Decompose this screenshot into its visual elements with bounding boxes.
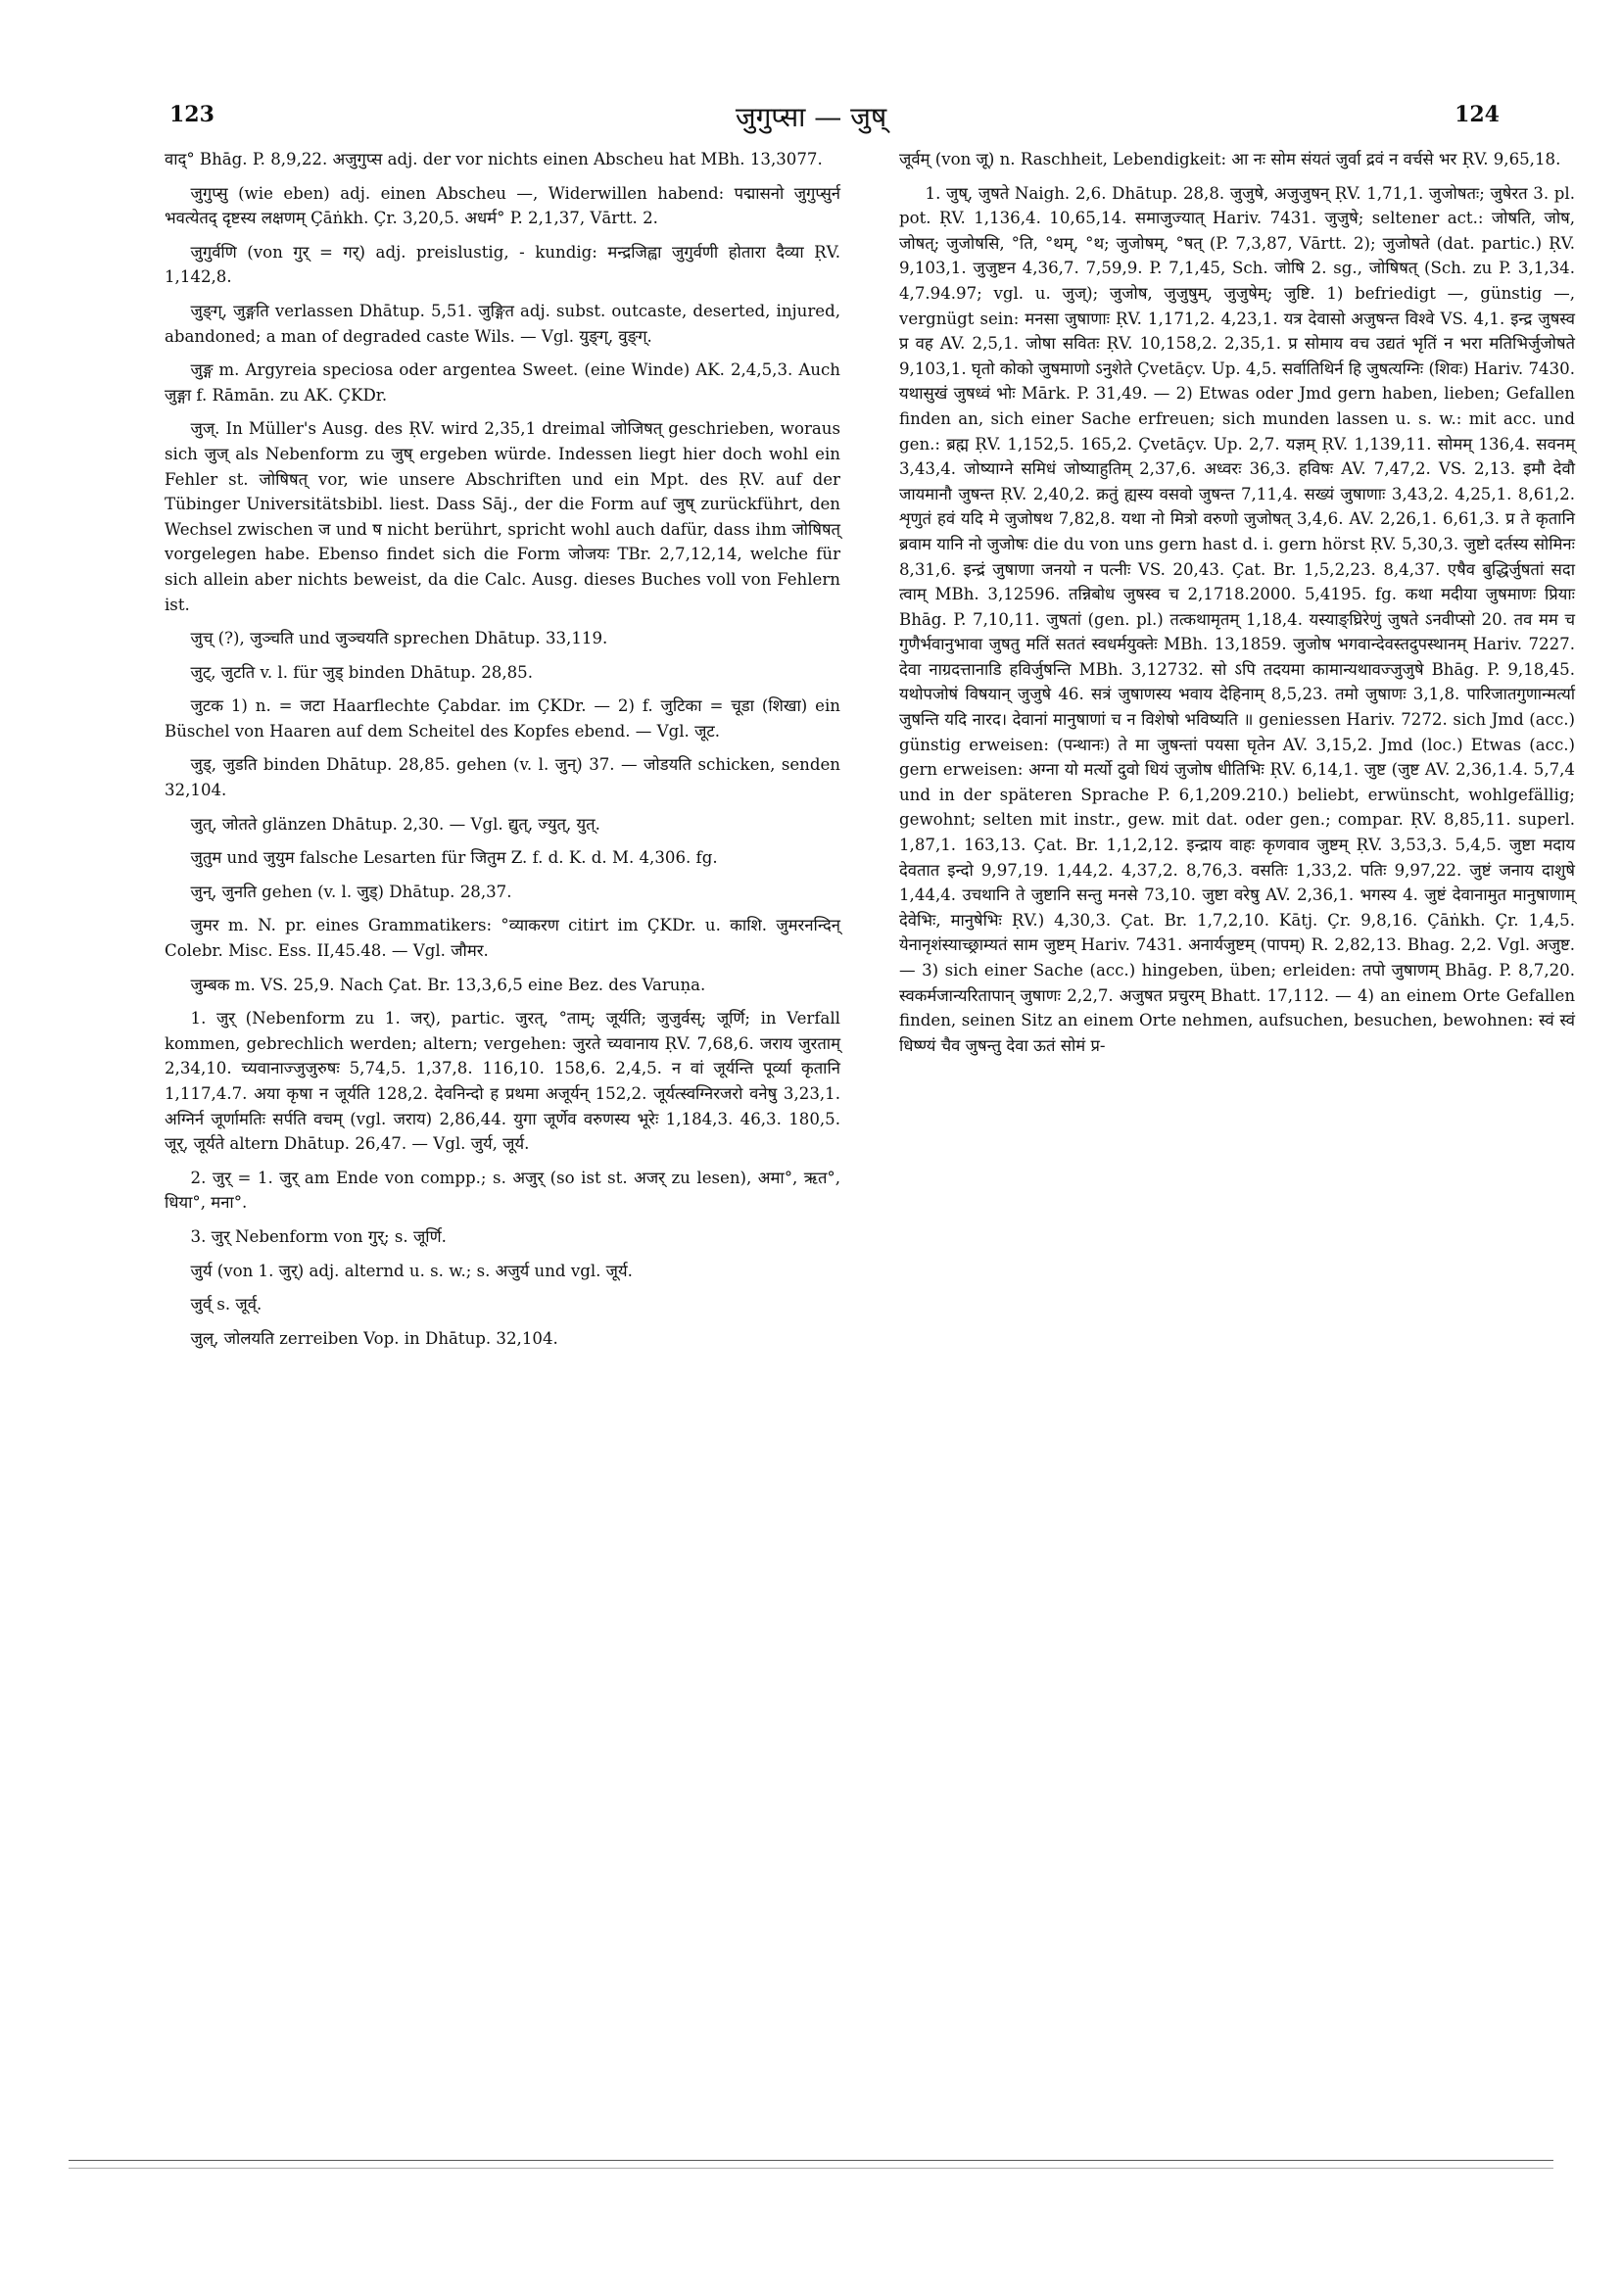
dictionary-entry: जुल्, जोलयति zerreiben Vop. in Dhātup. 32,104. xyxy=(190,1328,558,1348)
dictionary-entry: जुत्, जोतते glänzen Dhātup. 2,30. — Vgl. द्युत्, ज्युत्, युत्. xyxy=(190,814,600,834)
dictionary-entry: जुच् (?), जुञ्चति und जुञ्चयति sprechen Dhātup. 33,119. xyxy=(190,629,608,648)
dictionary-entry: जुज्. In Müller's Ausg. des ṚV. wird 2,35,1 dreimal जोजिषत् geschrieben, woraus sich जुज् als Nebenform zu जुष् ergeben würde. Indessen liegt hier doch wohl ein Fehler st. जोषिषत् vor, wie unsere Abschriften und ein Mpt. des ṚV. auf der Tübinger Universitätsbibl. liest. Dass Sāj., der die Form auf जुष् zurückführt, den Wechsel zwischen ज und ष nicht berührt, spricht wohl auch dafür, dass ihm जोषिषत् vorgelegen habe. Ebenso findet sich die Form जोजयः TBr. 2,7,12,14, welche für sich allein aber nichts beweist, da die Calc. Ausg. dieses Buches voll von Fehlern ist. xyxy=(165,419,840,614)
dictionary-entry: जुटक 1) n. = जटा Haarflechte Çabdar. im ÇKDr. — 2) f. जुटिका = चूडा (शिखा) ein Büschel von Haaren auf dem Scheitel des Kopfes ebend. — Vgl. जूट. xyxy=(165,696,840,741)
dictionary-entry: 2. जुर् = 1. जुर् am Ende von compp.; s. अजुर् (so ist st. अजर् zu lesen), अमा°, ऋत°, धिया°, मना°. xyxy=(165,1168,840,1213)
running-head: जुगुप्सा — जुष् xyxy=(735,101,887,133)
dictionary-entry: जुट्, जुटति v. l. für जुड् binden Dhātup. 28,85. xyxy=(190,662,534,682)
left-column xyxy=(165,147,840,1360)
dictionary-entry: जुड्, जुडति binden Dhātup. 28,85. gehen (v. l. जुन्) 37. — जोडयति schicken, senden 32,104. xyxy=(165,755,840,800)
dictionary-entry: वाद्° Bhāg. P. 8,9,22. अजुगुप्स adj. der vor nichts einen Abscheu hat MBh. 13,3077. xyxy=(165,150,823,168)
right-column xyxy=(899,147,1575,1067)
dictionary-entry: 3. जुर् Nebenform von गुर्; s. जूर्णि. xyxy=(190,1226,447,1246)
page-number-right: 124 xyxy=(1455,102,1500,127)
dictionary-entry: 1. जुष्, जुषते Naigh. 2,6. Dhātup. 28,8. जुजुषे, अजुजुषन् ṚV. 1,71,1. जुजोषतः; जुषेरत 3. pl. pot. ṚV. 1,136,4. 10,65,14. समाजुज्यात् Hariv. 7431. जुजुषे; seltener act.: जोषति, जोष, जोषत्; जुजोषसि, °ति, °थम्, °थ; जुजोषम्, °षत् (P. 7,3,87, Vārtt. 2); जुजोषते (dat. partic.) ṚV. 9,103,1. जुजुष्टन 4,36,7. 7,59,9. P. 7,1,45, Sch. जोषि 2. sg., जोषिषत् (Sch. zu P. 3,1,34. 4,7.94.97; vgl. u. जुज्); जुजोष, जुजुषुम्, जुजुषेम्; जुष्टि. 1) befriedigt —, günstig —, vergnügt sein: मनसा जुषाणाः ṚV. 1,171,2. 4,23,1. यत्र देवासो अजुषन्त विश्वे VS. 4,1. इन्द्र जुषस्व प्र वह AV. 2,5,1. जोषा सवितः ṚV. 10,158,2. 2,35,1. प्र सोमाय वच उद्यतं भृतिं न भरा मतिभिर्जुजोषते 9,103,1. घृतो कोको जुषमाणो ऽनुशेते Çvetāçv. Up. 4,5. सर्वातिथिर्न हि जुषत्यग्निः (शिवः) Hariv. 7430. यथासुखं जुषध्वं भोः Mārk. P. 31,49. — 2) Etwas oder Jmd gern haben, lieben; Gefallen finden an, sich einer Sache erfreuen; sich munden lassen u. s. w.: mit acc. und gen.: ब्रह्म ṚV. 1,152,5. 165,2. Çvetāçv. Up. 2,7. यज्ञम् ṚV. 1,139,11. सोमम् 136,4. सवनम् 3,43,4. जोष्याग्ने समिधं जोष्याहुतिम् 2,37,6. अध्वरः 36,3. हविषः AV. 7,47,2. VS. 2,13. इमौ देवौ जायमानौ जुषन्त ṚV. 2,40,2. क्रतुं ह्यस्य वसवो जुषन्त 7,11,4. सख्यं जुषाणाः 3,43,2. 4,25,1. 8,61,2. शृणुतं हवं यदि मे जुजोषथ 7,82,8. यथा नो मित्रो वरुणो जुजोषत् 3,4,6. AV. 2,26,1. 6,61,3. प्र ते कृतानि ब्रवाम यानि नो जुजोषः die du von uns gern hast d. i. gern hörst ṚV. 5,30,3. जुष्टो दर्तस्य सोमिनः 8,31,6. इन्द्रं जुषाणा जनयो न पत्नीः VS. 20,43. Çat. Br. 1,5,2,23. 8,4,37. एषैव बुद्धिर्जुषतां सदा त्वाम् MBh. 3,12596. तन्निबोध जुषस्व च 2,1718.2000. 5,4195. fg. कथा मदीया जुषमाणः प्रियाः Bhāg. P. 7,10,11. जुषतां (gen. pl.) तत्कथामृतम् 1,18,4. यस्याङ्घ्रिरेणुं जुषते ऽनवीप्सो 20. तव मम च गुणैर्भवानुभावा जुषतु मतिं सततं स्वधर्मयुक्तेः MBh. 13,1859. जुजोष भगवान्देवस्तदुपस्थानम् Hariv. 7227. देवा नाग्रदत्तानाडि हविर्जुषन्ति MBh. 3,12732. सो ऽपि तदयमा कामान्यथावज्जुजुषे Bhāg. P. 9,18,45. यथोपजोषं विषयान् जुजुषे 46. सत्रं जुषाणस्य भवाय देहिनाम् 8,5,23. तमो जुषाणः 3,1,8. पारिजातगुणान्मर्त्या जुषन्ति यदि नारद। देवानां मानुषाणां च न विशेषो भविष्यति ॥ geniessen Hariv. 7272. sich Jmd (acc.) günstig erweisen: (पन्थानः) ते मा जुषन्तां पयसा घृतेन AV. 3,15,2. Jmd (loc.) Etwas (acc.) gern erweisen: अग्ना यो मर्त्यो दुवो धियं जुजोष धीतिभिः ṚV. 6,14,1. जुष्ट (जुष्ट AV. 2,36,1.4. 5,7,4 und in der späteren Sprache P. 6,1,209.210.) beliebt, erwünscht, wohlgefällig; gewohnt; selten mit instr., gew. mit dat. oder gen.; compar. ṚV. 8,85,11. superl. 1,87,1. 163,13. Çat. Br. 1,1,2,12. इन्द्राय वाहः कृणवाव जुष्टम् ṚV. 3,53,3. 5,4,5. जुष्टा मदाय देवतात इन्दो 9,97,19. 1,44,2. 4,37,2. 8,76,3. वसतिः 1,33,2. पतिः 9,97,22. जुष्टं जनाय दाशुषे 1,44,4. उचथानि ते जुष्टानि सन्तु मनसे 73,10. जुष्टा वरेषु AV. 2,36,1. भगस्य 4. जुष्टं देवानामुत मानुषाणाम् देवेभिः, मानुषेभिः ṚV.) 4,30,3. Çat. Br. 1,7,2,10. Kātj. Çr. 9,8,16. Çāṅkh. Çr. 1,4,5. येनानृशंस्याच्छ्राम्यतं साम जुष्टम् Hariv. 7431. अनार्यजुष्टम् (पापम्) R. 2,82,13. Bhag. 2,2. Vgl. अजुष्ट. — 3) sich einer Sache (acc.) hingeben, üben; erleiden: तपो जुषाणम् Bhāg. P. 8,7,20. स्वकर्मजान्यरितापान् जुषाणः 2,2,7. अजुषत प्रचुरम् Bhatt. 17,112. — 4) an einem Orte Gefallen finden, seinen Sitz an einem Orte nehmen, aufsuchen, besuchen, bewohnen: स्वं स्वं धिष्ण्यं चैव जुषन्तु देवा ऊतं सोमं प्र- xyxy=(899,183,1575,1055)
dictionary-entry: जुन्, जुनति gehen (v. l. जुड्) Dhātup. 28,37. xyxy=(190,882,512,901)
dictionary-entry: जुर्व् s. जूर्व्. xyxy=(190,1295,262,1315)
dictionary-entry: जुगुर्वणि (von गुर् = गर्) adj. preislustig, - kundig: मन्द्रजिह्वा जुगुर्वणी होतारा दैव्या ṚV. 1,142,8. xyxy=(165,242,840,287)
footer-rule-secondary xyxy=(69,2168,1553,2169)
dictionary-entry: जुतुम und जुयुम falsche Lesarten für जितुम Z. f. d. K. d. M. 4,306. fg. xyxy=(190,848,718,868)
dictionary-entry: जूर्वम् (von जू) n. Raschheit, Lebendigkeit: आ नः सोम संयतं जुर्वा द्रवं न वर्चसे भर ṚV. 9,65,18. xyxy=(899,150,1561,168)
page-number-left: 123 xyxy=(169,102,215,127)
dictionary-entry: जुङ्ग m. Argyreia speciosa oder argentea Sweet. (eine Winde) AK. 2,4,5,3. Auch जुङ्गा f. Rāmān. zu AK. ÇKDr. xyxy=(165,360,840,405)
dictionary-entry: जुगुप्सु (wie eben) adj. einen Abscheu —, Widerwillen habend: पद्मासनो जुगुप्सुर्न भवत्येतद् दृष्टस्य लक्षणम् Çāṅkh. Çr. 3,20,5. अधर्म° P. 2,1,37, Vārtt. 2. xyxy=(165,183,840,228)
dictionary-entry: जुङ्ग्, जुङ्गति verlassen Dhātup. 5,51. जुङ्गित adj. subst. outcaste, deserted, injured, abandoned; a man of degraded caste Wils. — Vgl. युङ्ग्, वुङ्ग्. xyxy=(165,301,840,346)
dictionary-entry: 1. जुर् (Nebenform zu 1. जर्), partic. जुरत्, °ताम्; जूर्यति; जुजुर्वस्; जूर्णि; in Verfall kommen, gebrechlich werden; altern; vergehen: जुरते च्यवानाय ṚV. 7,68,6. जराय जुरताम् 2,34,10. च्यवानाज्जुजुरुषः 5,74,5. 1,37,8. 116,10. 158,6. 2,4,5. न वां जूर्यन्ति पूर्व्या कृतानि 1,117,4.7. अया कृषा न जूर्यति 128,2. देवनिन्दो ह प्रथमा अजूर्यन् 152,2. जूर्यत्स्वग्निरजरो वनेषु 3,23,1. अग्निर्न जूर्णामतिः सर्पति वचम् (vgl. जराय) 2,86,44. युगा जूर्णेव वरुणस्य भूरेः 1,184,3. 46,3. 180,5. जूर्, जूर्यते altern Dhātup. 26,47. — Vgl. जुर्य, जूर्य. xyxy=(165,1009,840,1154)
dictionary-entry: जुमर m. N. pr. eines Grammatikers: °व्याकरण citirt im ÇKDr. u. काशि. जुमरनन्दिन् Colebr. Misc. Ess. II,45.48. — Vgl. जौमर. xyxy=(165,916,840,961)
dictionary-entry: जुर्य (von 1. जुर्) adj. alternd u. s. w.; s. अजुर्य und vgl. जूर्य. xyxy=(190,1261,633,1280)
footer-rule xyxy=(69,2160,1553,2161)
dictionary-entry: जुम्बक m. VS. 25,9. Nach Çat. Br. 13,3,6,5 eine Bez. des Varuṇa. xyxy=(190,975,706,994)
